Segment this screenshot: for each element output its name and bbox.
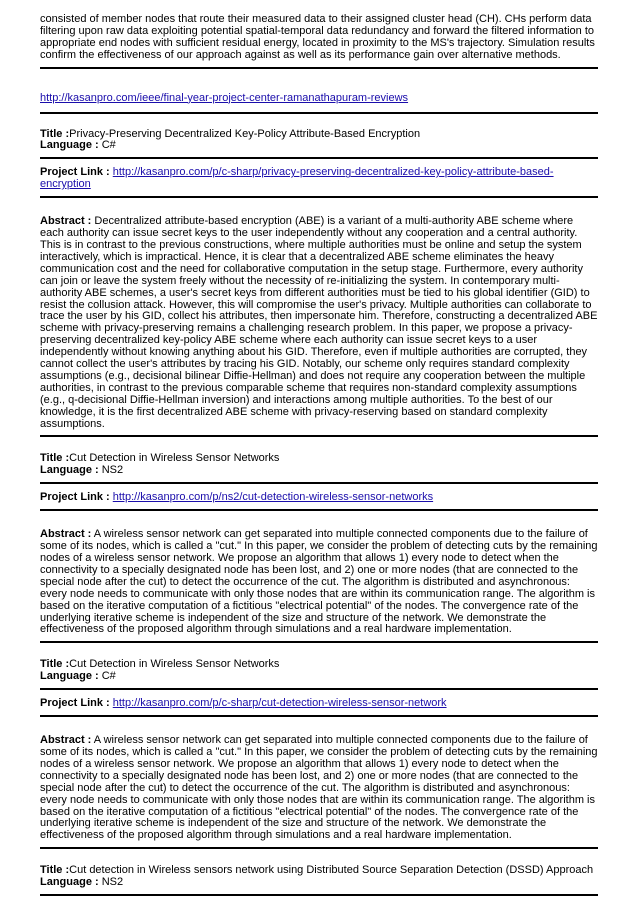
- project-link-label: Project Link :: [40, 491, 110, 504]
- project-title: Cut detection in Wireless sensors network using Distributed Source Separation Detection (DSSD) Approach: [69, 864, 594, 877]
- project-language-line: [40, 140, 598, 152]
- project-language: C#: [101, 139, 116, 152]
- language-label: Language :: [40, 139, 99, 152]
- project-abstract: [40, 735, 598, 842]
- abstract-text: A wireless sensor network can get separated into multiple connected components due to the failure of some of its nodes, which is called a "cut." In this paper, we consider the problem of detecting cuts by the remaining nodes of a wireless sensor network. We propose an algorithm that allows 1) every node to detect when the connectivity to a specially designated node has been lost, and 2) one or more nodes (that are connected to the special node after the cut) to detect the occurrence of the cut. The algorithm is distributed and asynchronous: every node needs to communicate with only those nodes that are within its communication range. The algorithm is based on the iterative computation of a fictitious "electrical potential" of the nodes. The convergence rate of the underlying iterative scheme is independent of the size and structure of the network. We demonstrate the effectiveness of the proposed algorithm through simulations and a real hardware implementation.: [40, 734, 598, 842]
- project-language: NS2: [101, 464, 124, 477]
- intro-paragraph: consisted of member nodes that route their measured data to their assigned cluster head (CH). CHs perform data filtering upon raw data exploiting potential spatial-temporal data redundancy and forward the filtered information to appropriate end nodes with sufficient residual energy, located in proximity to the MS's trajectory. Simulation results confirm the effectiveness of our approach against as well as its performance gain over alternative methods.: [40, 13, 595, 61]
- project-link-label: Project Link :: [40, 166, 110, 179]
- project-title-line: [40, 659, 598, 671]
- document-page: [40, 12, 598, 896]
- project-abstract: [40, 529, 598, 636]
- abstract-text: Decentralized attribute-based encryption (ABE) is a variant of a multi-authority ABE scheme where each authority can issue secret keys to the user independently without any cooperation and a central authority. This is in contrast to the previous constructions, where multiple authorities must be online and setup the system interactively, which is impractical. Hence, it is clear that a decentralized ABE scheme eliminates the heavy communication cost and the need for collaborative computation in the setup stage. Furthermore, every authority can join or leave the system freely without the necessity of re-initializing the system. In contemporary multi-authority ABE schemes, a user's secret keys from different authorities must be tied to his global identifier (GID) to resist the collusion attack. However, this will compromise the user's privacy. Multiple authorities can collaborate to trace the user by his GID, collect his attributes, then impersonate him. Therefore, constructing a decentralized ABE scheme with privacy-preserving remains a challenging research problem. In this paper, we propose a privacy-preserving decentralized key-policy ABE scheme where each authority can issue secret keys to a user independently without knowing anything about his GID. Therefore, even if multiple authorities are corrupted, they cannot collect the user's attributes by tracing his GID. Notably, our scheme only requires standard complexity assumptions (e.g., decisional bilinear Diffie-Hellman) and does not require any cooperation between the multiple authorities, in contrast to the previous comparable scheme that requires non-standard complexity assumptions (e.g., q-decisional Diffie-Hellman inversion) and interactions among multiple authorities. To the best of our knowledge, it is the first decentralized ABE scheme with privacy-reserving based on standard complexity assumptions.: [40, 215, 598, 430]
- project-link[interactable]: http://kasanpro.com/p/ns2/cut-detection-wireless-sensor-networks: [112, 491, 434, 504]
- language-label: Language :: [40, 464, 99, 477]
- title-label: Title :: [40, 864, 70, 877]
- project-title-line: [40, 129, 598, 141]
- abstract-text: A wireless sensor network can get separated into multiple connected components due to the failure of some of its nodes, which is called a "cut." In this paper, we consider the problem of detecting cuts by the remaining nodes of a wireless sensor network. We propose an algorithm that allows 1) every node to detect when the connectivity to a specially designated node has been lost, and 2) one or more nodes (that are connected to the special node after the cut) to detect the occurrence of the cut. The algorithm is distributed and asynchronous: every node needs to communicate with only those nodes that are within its communication range. The algorithm is based on the iterative computation of a fictitious "electrical potential" of the nodes. The convergence rate of the underlying iterative scheme is independent of the size and structure of the network. We demonstrate the effectiveness of the proposed algorithm through simulations and a real hardware implementation.: [40, 528, 598, 636]
- project-language: C#: [101, 670, 116, 683]
- project-link[interactable]: http://kasanpro.com/p/c-sharp/privacy-preserving-decentralized-key-policy-attribute-based-encryption: [40, 166, 554, 191]
- divider: [40, 894, 598, 896]
- project-link-label: Project Link :: [40, 697, 110, 710]
- project-language-line: [40, 877, 598, 889]
- project-title: Cut Detection in Wireless Sensor Networks: [69, 452, 280, 465]
- project-abstract: [40, 216, 598, 430]
- project-title: Cut Detection in Wireless Sensor Networks: [69, 658, 280, 671]
- abstract-label: Abstract :: [40, 734, 92, 747]
- abstract-label: Abstract :: [40, 528, 92, 541]
- project-title-line: [40, 865, 598, 877]
- review-link[interactable]: http://kasanpro.com/ieee/final-year-project-center-ramanathapuram-reviews: [40, 91, 409, 104]
- project-title: Privacy-Preserving Decentralized Key-Policy Attribute-Based Encryption: [69, 127, 421, 140]
- project-language-line: [40, 671, 598, 683]
- language-label: Language :: [40, 876, 99, 889]
- title-label: Title :: [40, 452, 70, 465]
- project-title-line: [40, 453, 598, 465]
- abstract-label: Abstract :: [40, 215, 92, 228]
- project-link-line: [40, 698, 598, 710]
- project-language: NS2: [101, 876, 124, 889]
- project-link-line: [40, 167, 598, 191]
- project-language-line: [40, 465, 598, 477]
- title-label: Title :: [40, 658, 70, 671]
- project-link-line: [40, 492, 598, 504]
- title-label: Title :: [40, 127, 70, 140]
- project-link[interactable]: http://kasanpro.com/p/c-sharp/cut-detection-wireless-sensor-network: [112, 697, 447, 710]
- language-label: Language :: [40, 670, 99, 683]
